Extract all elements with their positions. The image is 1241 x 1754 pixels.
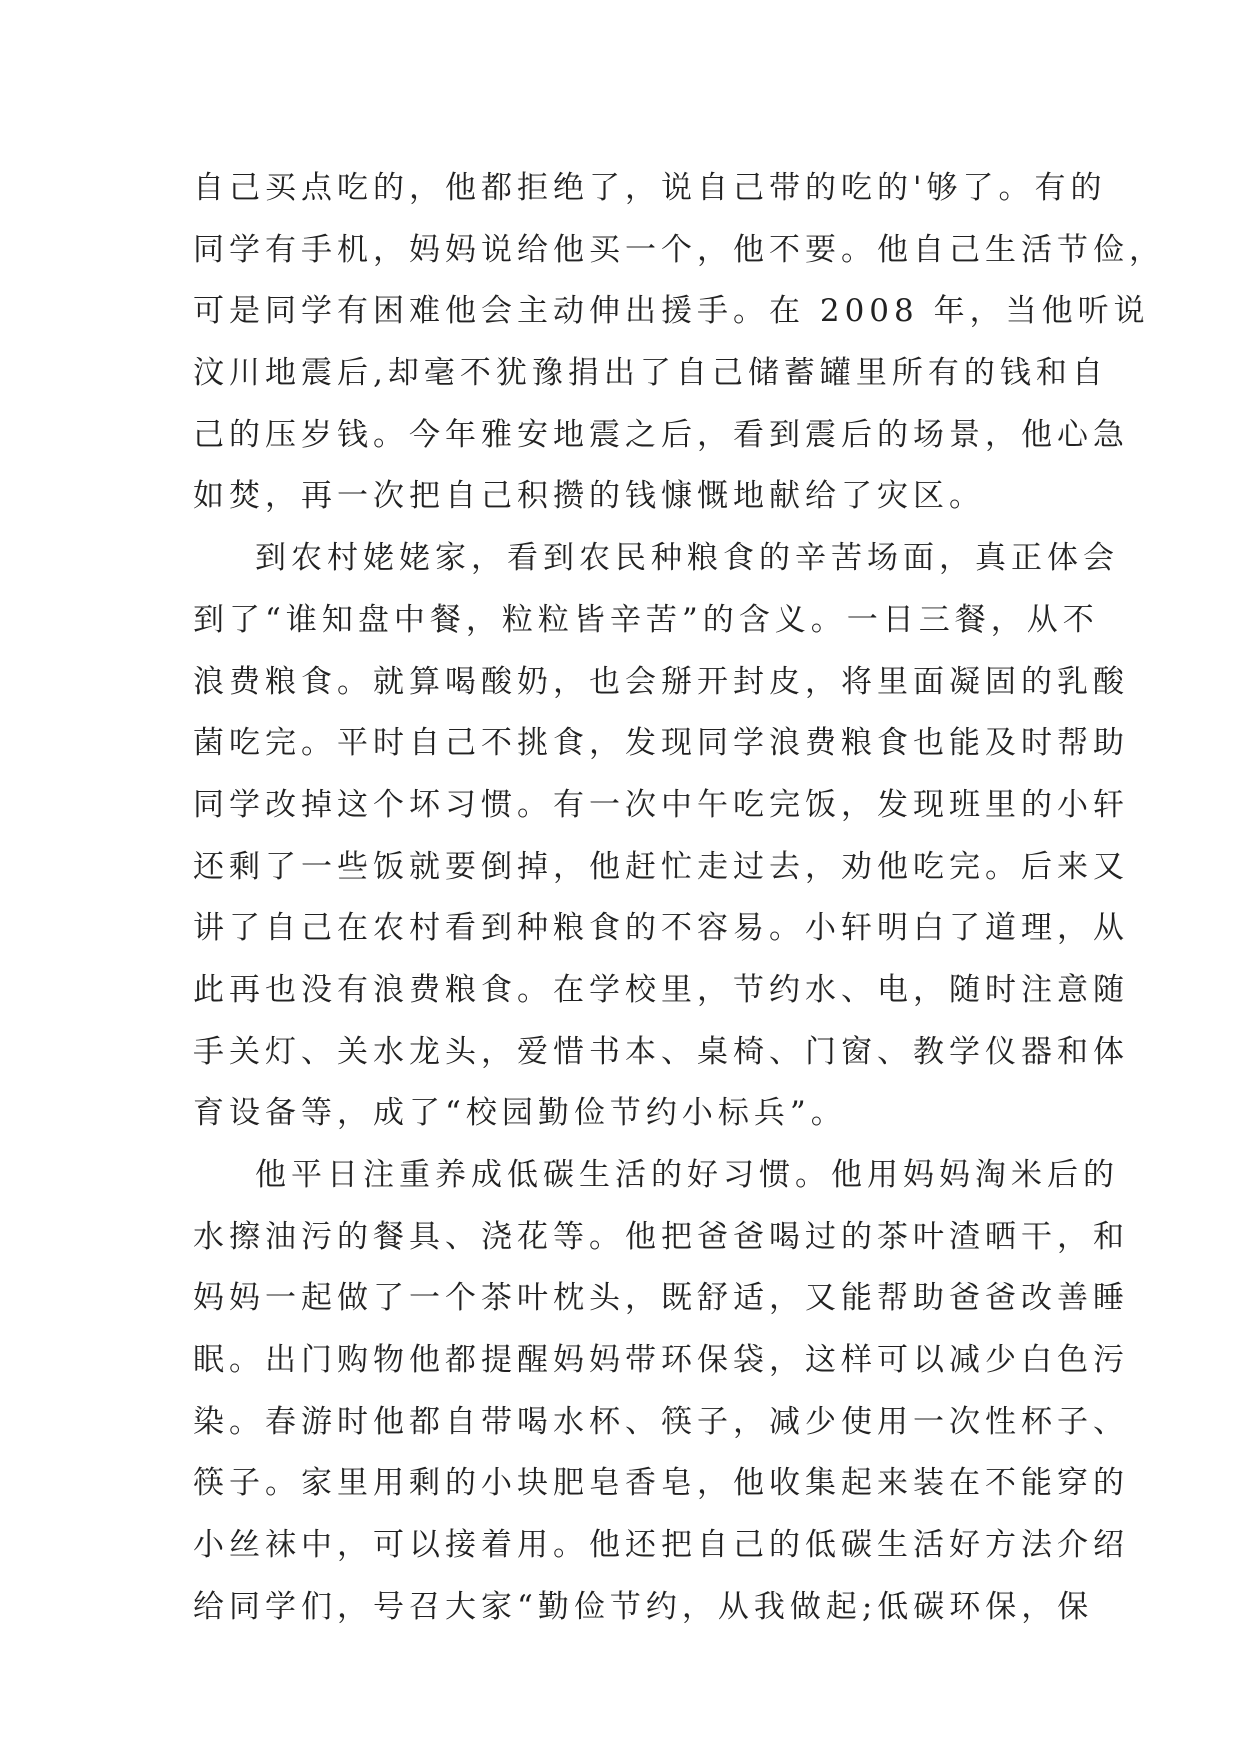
document-body <box>193 158 1165 1639</box>
text-line: 菌吃完。平时自己不挑食，发现同学浪费粮食也能及时帮助 <box>193 725 1129 762</box>
text-line: 如焚，再一次把自己积攒的钱慷慨地献给了灾区。 <box>193 478 985 515</box>
paragraph-first-line: 他平日注重养成低碳生活的好习惯。他用妈妈淘米后的 <box>255 1157 1119 1193</box>
text-line: 手关灯、关水龙头，爱惜书本、桌椅、门窗、教学仪器和体 <box>193 1033 1129 1070</box>
text-line: 此再也没有浪费粮食。在学校里，节约水、电，随时注意随 <box>193 971 1129 1008</box>
text-line: 自己买点吃的，他都拒绝了，说自己带的吃的'够了。有的 <box>193 170 1107 206</box>
text-line: 小丝袜中，可以接着用。他还把自己的低碳生活好方法介绍 <box>193 1527 1129 1564</box>
text-line: 水擦油污的餐具、浇花等。他把爸爸喝过的茶叶渣晒干，和 <box>193 1218 1129 1255</box>
text-line: 同学有手机，妈妈说给他买一个，他不要。他自己生活节俭， <box>193 231 1165 268</box>
text-line: 妈妈一起做了一个茶叶枕头，既舒适，又能帮助爸爸改善睡 <box>193 1280 1129 1317</box>
text-line: 染。春游时他都自带喝水杯、筷子，减少使用一次性杯子、 <box>193 1403 1129 1440</box>
text-line: 可是同学有困难他会主动伸出援手。在 2008 年，当他听说 <box>193 293 1150 330</box>
text-line: 浪费粮食。就算喝酸奶，也会掰开封皮，将里面凝固的乳酸 <box>193 663 1129 700</box>
text-line: 己的压岁钱。今年雅安地震之后，看到震后的场景，他心急 <box>193 416 1129 453</box>
text-line: 给同学们，号召大家“勤俭节约，从我做起;低碳环保，保 <box>193 1588 1094 1625</box>
text-line: 同学改掉这个坏习惯。有一次中午吃完饭，发现班里的小轩 <box>193 786 1129 823</box>
text-line: 育设备等，成了“校园勤俭节约小标兵”。 <box>193 1095 847 1132</box>
text-line: 汶川地震后,却毫不犹豫捐出了自己储蓄罐里所有的钱和自 <box>193 355 1108 392</box>
paragraph-first-line: 到农村姥姥家，看到农民种粮食的辛苦场面，真正体会 <box>255 540 1119 577</box>
text-line: 还剩了一些饭就要倒掉，他赶忙走过去，劝他吃完。后来又 <box>193 848 1129 885</box>
text-line: 眠。出门购物他都提醒妈妈带环保袋，这样可以减少白色污 <box>193 1342 1129 1379</box>
text-line: 到了“谁知盘中餐，粒粒皆辛苦”的含义。一日三餐，从不 <box>193 601 1099 638</box>
text-line: 讲了自己在农村看到种粮食的不容易。小轩明白了道理，从 <box>193 910 1129 947</box>
text-line: 筷子。家里用剩的小块肥皂香皂，他收集起来装在不能穿的 <box>193 1465 1129 1502</box>
